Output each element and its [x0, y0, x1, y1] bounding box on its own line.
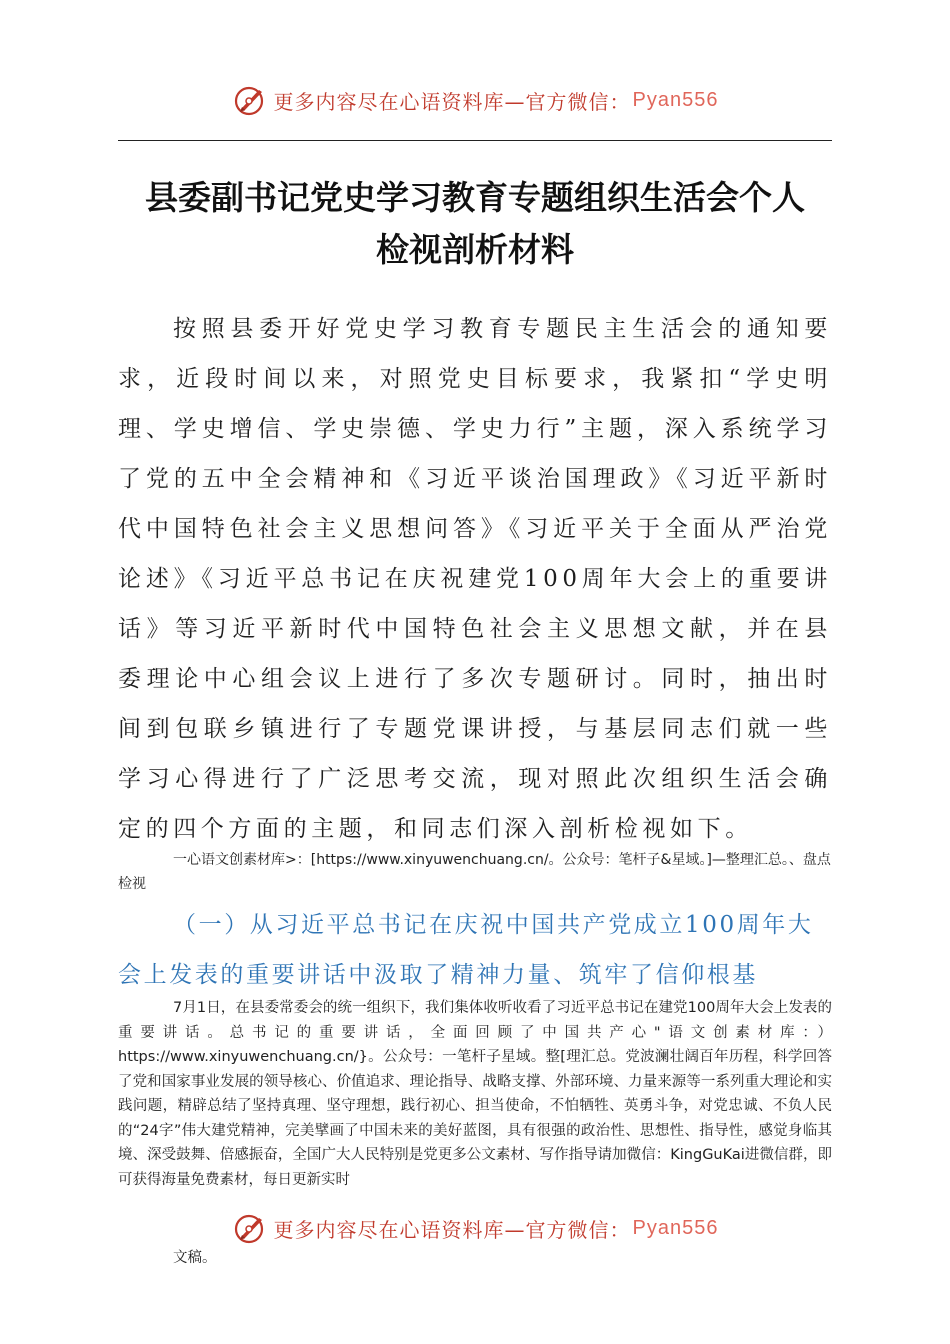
source-note: 一心语文创素材库>：[https://www.xinyuwenchuang.cn/。公众号：笔杆子&星域。]—整理汇总。、盘点检视 [118, 852, 831, 892]
footer-banner-text: 更多内容尽在心语资料库—官方微信： [273, 1217, 631, 1242]
header-banner-text: 更多内容尽在心语资料库—官方微信： [273, 89, 631, 114]
pen-logo-icon [232, 82, 268, 118]
footer-banner [0, 1208, 950, 1248]
title-line-1: 县委副书记党史学习教育专题组织生活会个人 [145, 178, 805, 217]
header-banner-wechat: Pyan556 [632, 88, 719, 111]
section-body: 7月1日，在县委常委会的统一组织下，我们集体收听收看了习近平总书记在建党100周年大会上发表的重要讲话。总书记的重要讲话，全面回顾了中国共产心"语文创素材库：）https://www.xinyuwenchuang.cn/}。公众号：一笔杆子星域。整[理汇总。党波澜壮阔百年历程，科学回答了党和国家事业发展的领导核心、价值追求、理论指导、战略支撑、外部环境、力量来源等一系列重大理论和实践问题，精辟总结了坚持真理、坚守理想，践行初心、担当使命，不怕牺牲、英勇斗争，对党忠诚、不负人民的“24字”伟大建党精神，完美擘画了中国未来的美好蓝图，具有很强的政治性、思想性、指导性，感觉身临其境、深受鼓舞、倍感振奋，全国广大人民特别是党更多公文素材、写作指导请加微信：KingGuKai进微信群，即可获得海量免费素材，每日更新实时 [118, 1000, 832, 1188]
document-title [118, 172, 832, 276]
header-banner [0, 80, 950, 120]
header-divider [118, 140, 832, 141]
footer-banner-wechat: Pyan556 [632, 1216, 719, 1239]
pen-logo-icon [232, 1210, 268, 1246]
section-body-tail: 文稿。 [173, 1250, 217, 1266]
intro-paragraph: 按照县委开好党史学习教育专题民主生活会的通知要求，近段时间以来，对照党史目标要求，我紧扣“学史明理、学史增信、学史崇德、学史力行”主题，深入系统学习了党的五中全会精神和《习近平谈治国理政》《习近平新时代中国特色社会主义思想问答》《习近平关于全面从严治党论述》《习近平总书记在庆祝建党100周年大会上的重要讲话》等习近平新时代中国特色社会主义思想文献，并在县委理论中心组会议上进行了多次专题研讨。同时，抽出时间到包联乡镇进行了专题党课讲授，与基层同志们就一些学习心得进行了广泛思考交流，现对照此次组织生活会确定的四个方面的主题，和同志们深入剖析检视如下。 [118, 316, 832, 842]
title-line-2: 检视剖析材料 [376, 230, 574, 269]
section-heading: （一）从习近平总书记在庆祝中国共产党成立100周年大会上发表的重要讲话中汲取了精神力量、筑牢了信仰根基 [118, 912, 814, 988]
